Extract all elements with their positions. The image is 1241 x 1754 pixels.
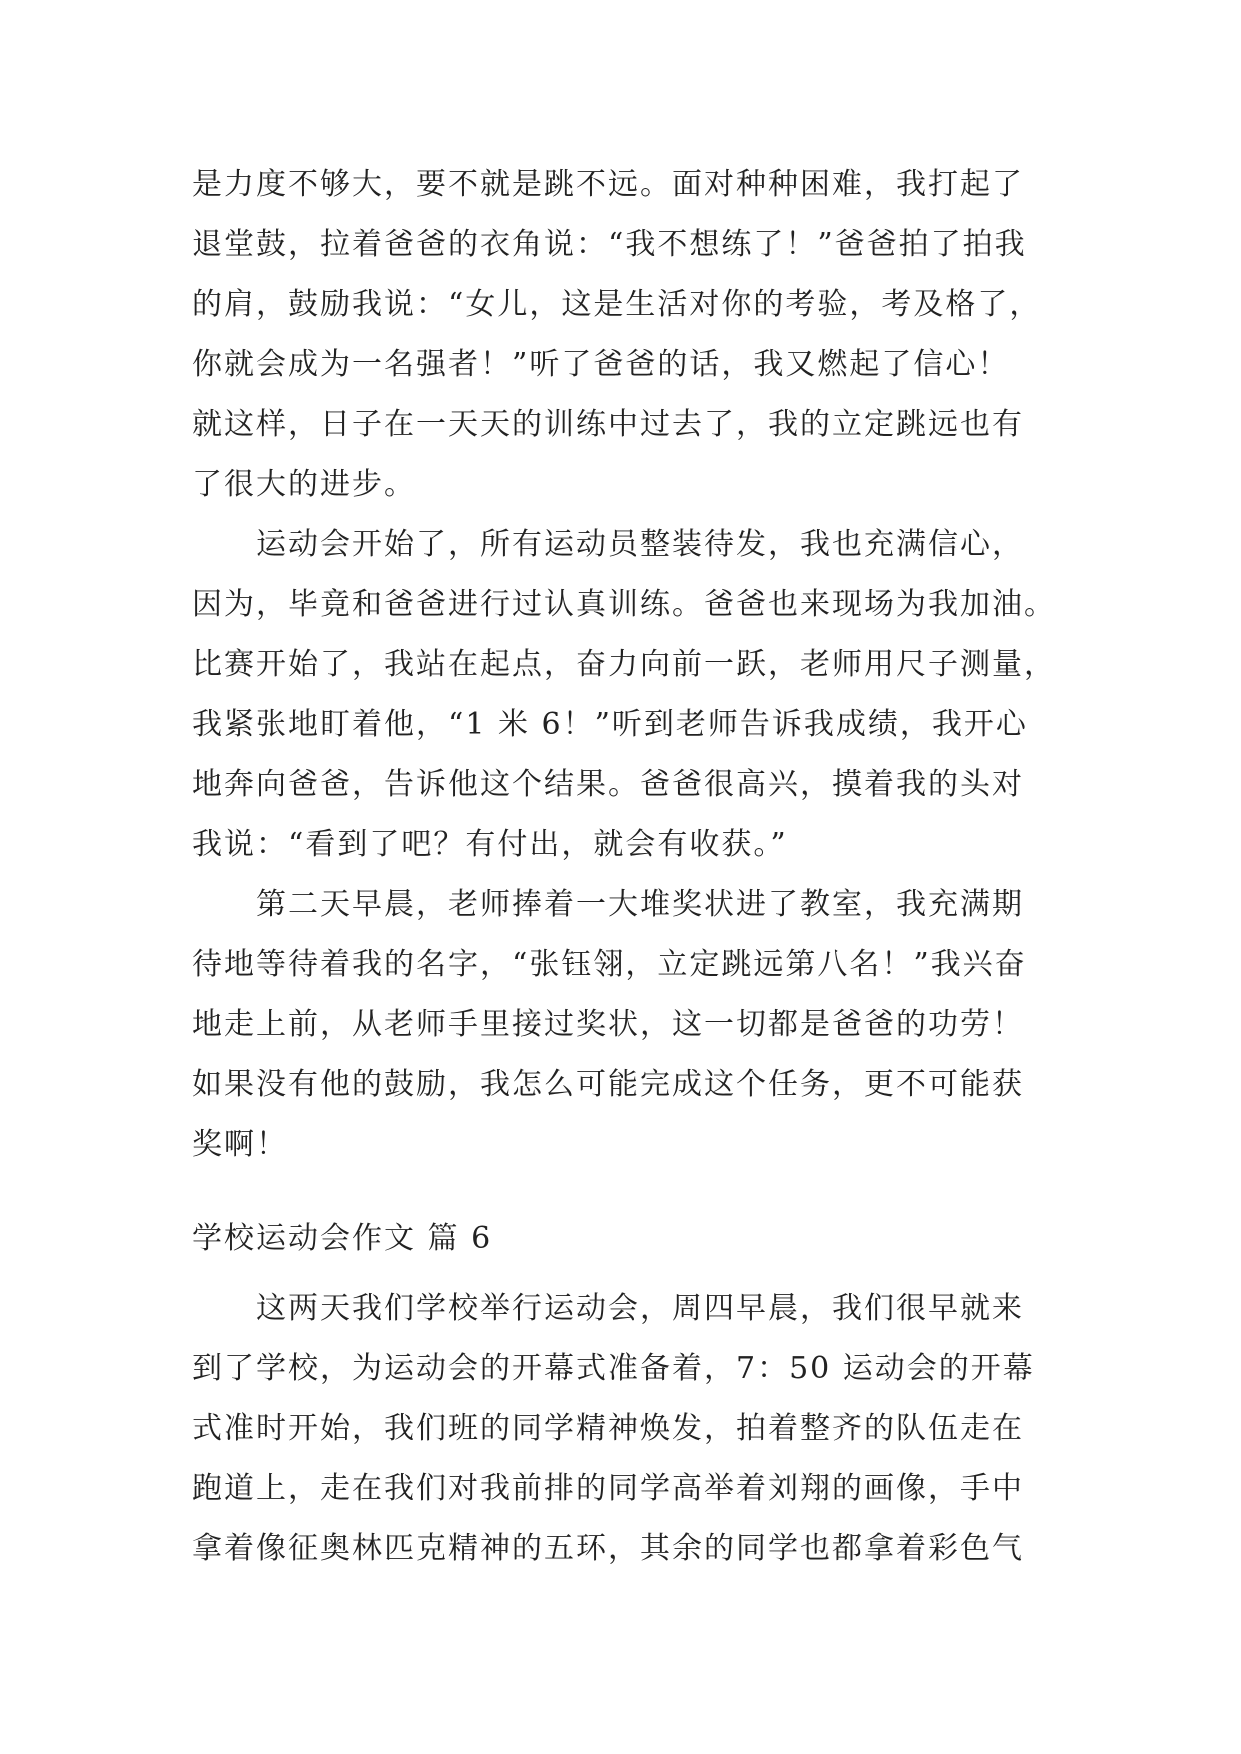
section-heading: 学校运动会作文 篇 6 <box>192 1221 493 1256</box>
paragraph-line: 就这样，日子在一天天的训练中过去了，我的立定跳远也有 <box>192 407 1024 442</box>
paragraph-2 <box>192 515 1072 875</box>
paragraph-line: 我紧张地盯着他，“1 米 6！”听到老师告诉我成绩，我开心 <box>192 707 1028 742</box>
paragraph-line: 你就会成为一名强者！”听了爸爸的话，我又燃起了信心！ <box>192 347 1010 382</box>
paragraph-line: 第二天早晨，老师捧着一大堆奖状进了教室，我充满期 <box>256 887 1024 922</box>
paragraph-line: 式准时开始，我们班的同学精神焕发，拍着整齐的队伍走在 <box>192 1411 1024 1446</box>
paragraph-line: 运动会开始了，所有运动员整装待发，我也充满信心， <box>256 527 1024 562</box>
paragraph-line: 因为，毕竟和爸爸进行过认真训练。爸爸也来现场为我加油。 <box>192 587 1056 622</box>
paragraph-line: 如果没有他的鼓励，我怎么可能完成这个任务，更不可能获 <box>192 1067 1024 1102</box>
paragraph-line: 比赛开始了，我站在起点，奋力向前一跃，老师用尺子测量， <box>192 647 1056 682</box>
paragraph-line: 奖啊！ <box>192 1127 288 1162</box>
paragraph-line: 到了学校，为运动会的开幕式准备着，7：50 运动会的开幕 <box>192 1351 1035 1386</box>
paragraph-3 <box>192 875 1072 1175</box>
paragraph-line: 我说：“看到了吧？有付出，就会有收获。” <box>192 827 788 862</box>
paragraph-line: 地走上前，从老师手里接过奖状，这一切都是爸爸的功劳！ <box>192 1007 1024 1042</box>
paragraph-4 <box>192 1279 1072 1579</box>
paragraph-line: 待地等待着我的名字，“张钰翎，立定跳远第八名！”我兴奋 <box>192 947 1027 982</box>
paragraph-line: 这两天我们学校举行运动会，周四早晨，我们很早就来 <box>256 1291 1024 1326</box>
paragraph-line: 拿着像征奥林匹克精神的五环，其余的同学也都拿着彩色气 <box>192 1531 1024 1566</box>
paragraph-line: 跑道上，走在我们对我前排的同学高举着刘翔的画像，手中 <box>192 1471 1024 1506</box>
paragraph-line: 地奔向爸爸，告诉他这个结果。爸爸很高兴，摸着我的头对 <box>192 767 1024 802</box>
paragraph-1 <box>192 155 1072 515</box>
paragraph-line: 是力度不够大，要不就是跳不远。面对种种困难，我打起了 <box>192 167 1024 202</box>
paragraph-line: 退堂鼓，拉着爸爸的衣角说：“我不想练了！”爸爸拍了拍我 <box>192 227 1027 262</box>
paragraph-line: 了很大的进步。 <box>192 467 416 502</box>
paragraph-line: 的肩，鼓励我说：“女儿，这是生活对你的考验，考及格了， <box>192 287 1042 322</box>
